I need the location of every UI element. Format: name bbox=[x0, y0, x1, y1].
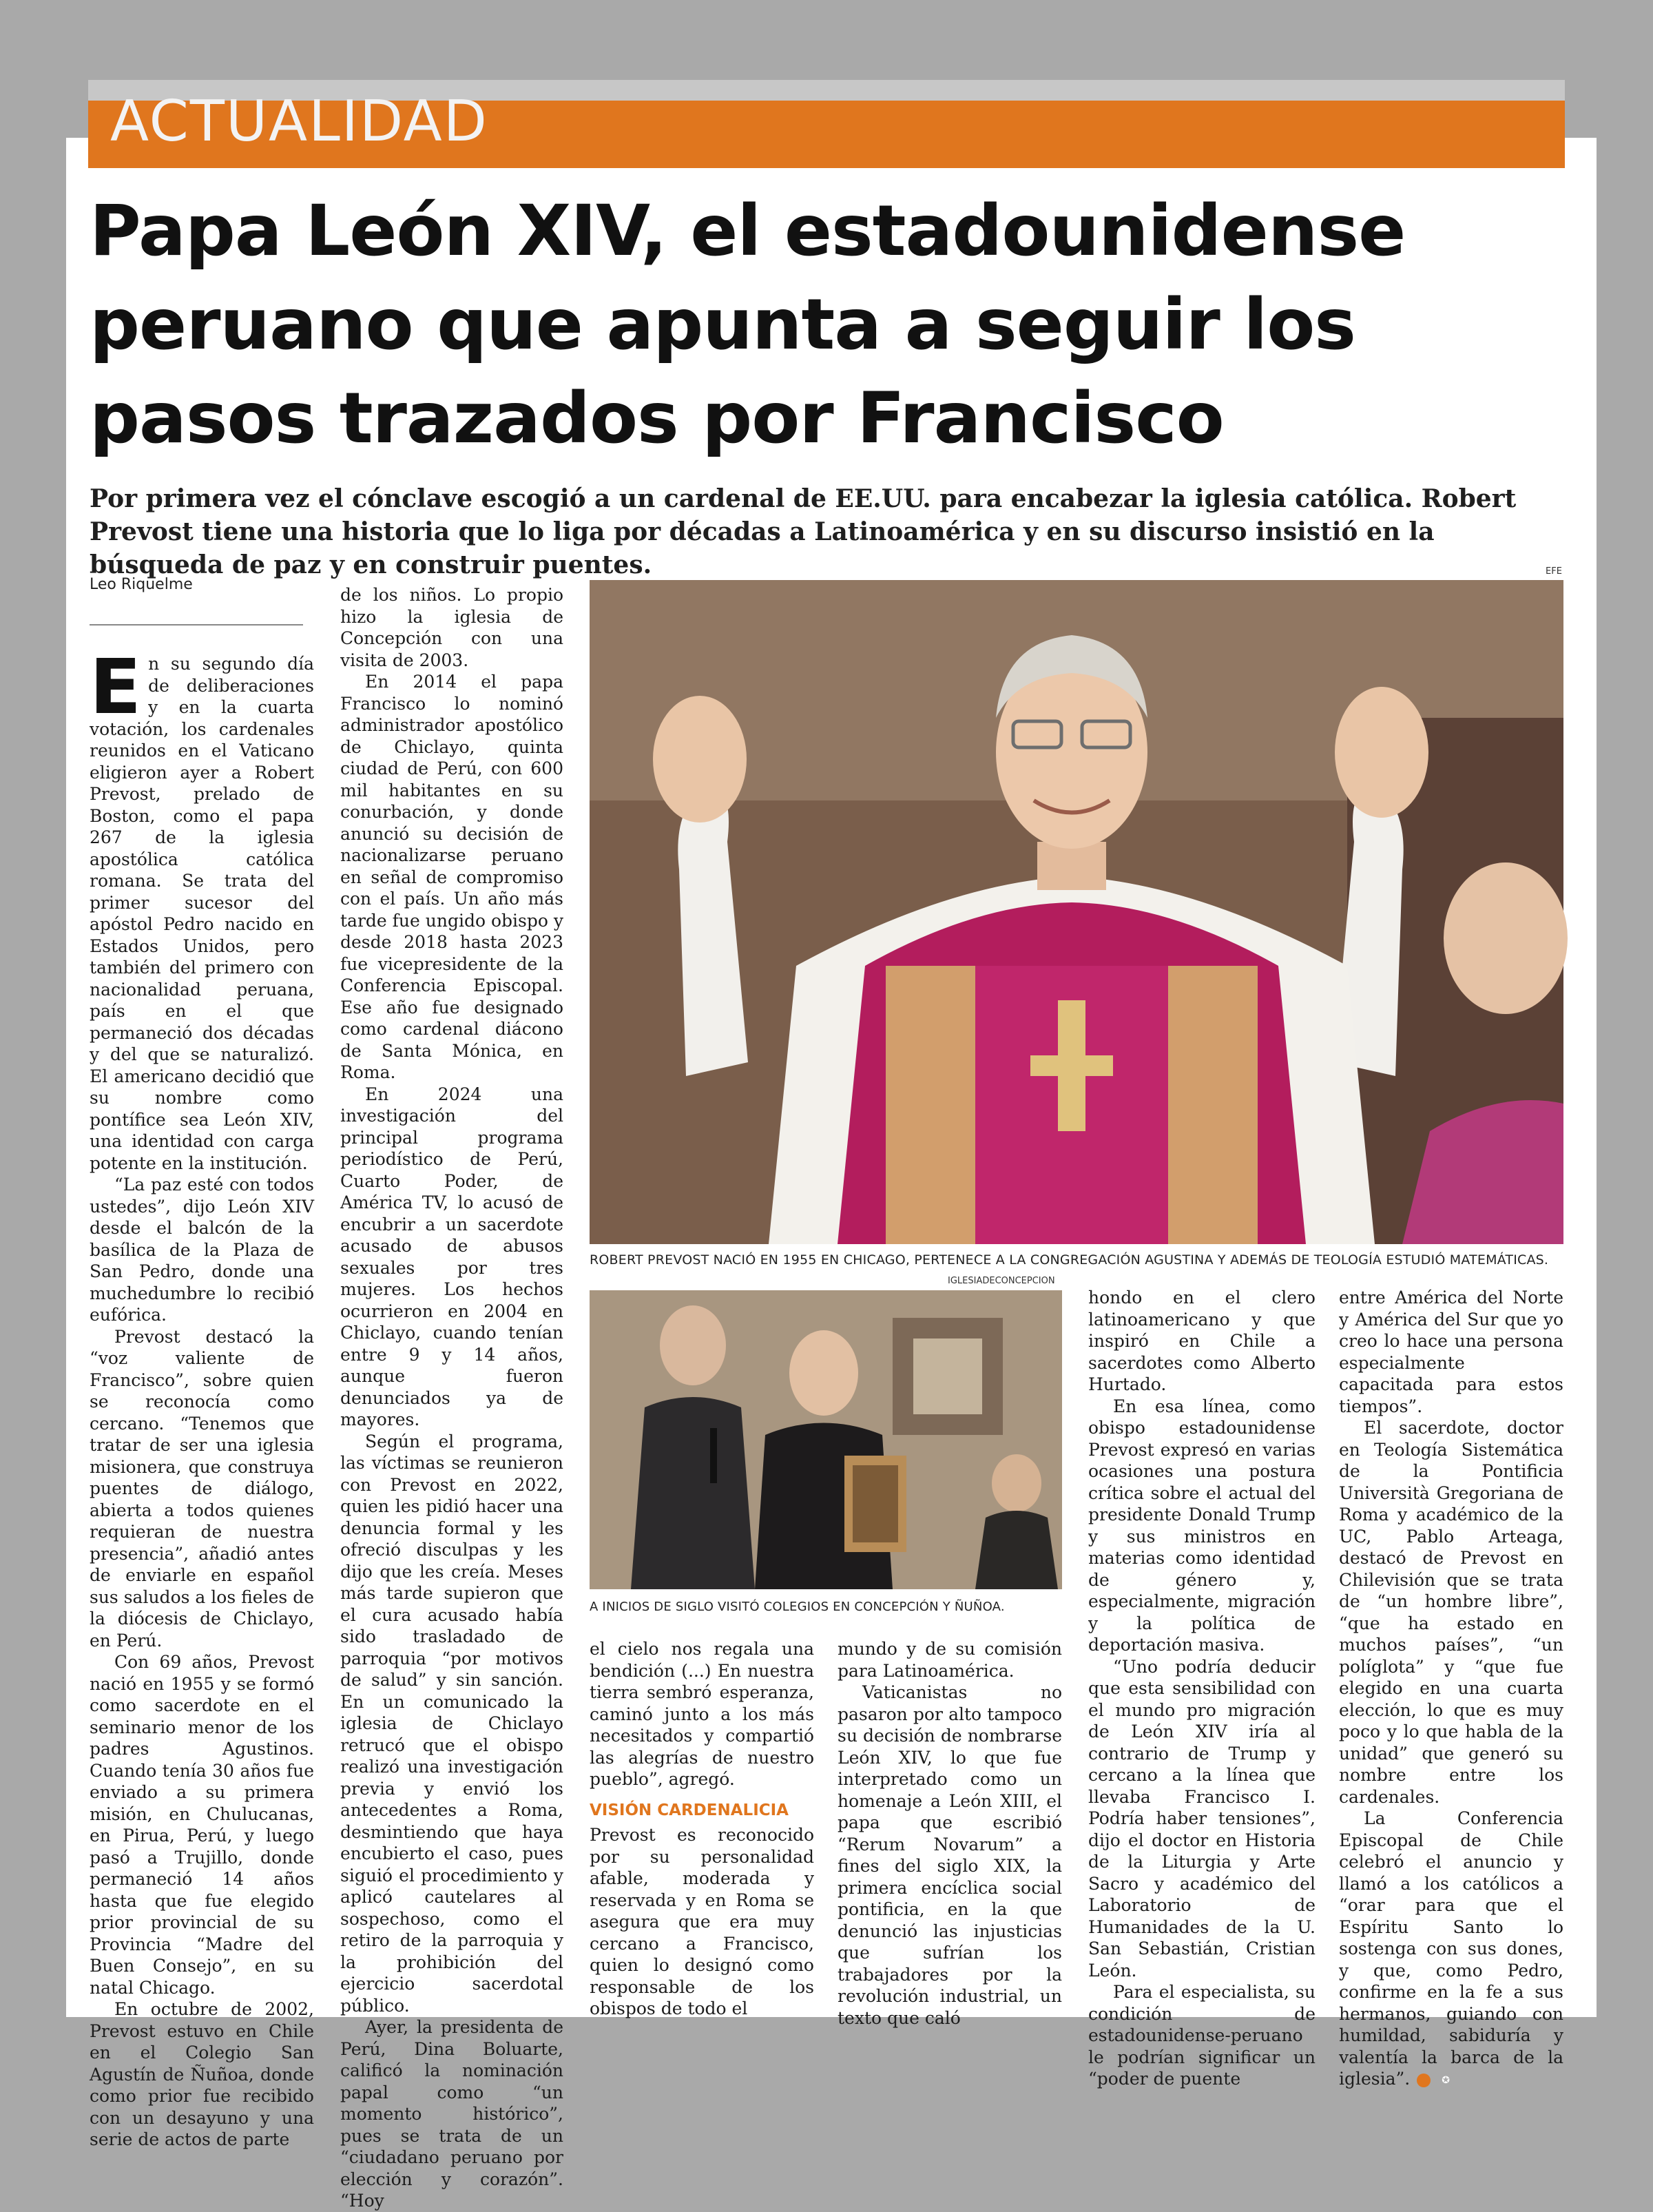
article-column-5 bbox=[1088, 1287, 1316, 2089]
article-paragraph: Ayer, la presidenta de Perú, Dina Boluarte, calificó la nominación papal como “un momento histórico”, pues se trata de un “ciudadano peruano por elección y corazón”. “Hoy bbox=[340, 2017, 563, 2211]
article-paragraph: mundo y de su comisión para Latinoamérica. bbox=[838, 1639, 1062, 1681]
article-paragraph bbox=[1339, 1808, 1563, 2090]
article-paragraph: En esa línea, como obispo estadounidense Prevost expresó en varias ocasiones una postura crítica sobre el actual del presidente Donald Trump y sus ministros en materias como identidad de género y, especialmente, migración y la política de deportación masiva. bbox=[1088, 1396, 1316, 1655]
lead-text: n su segundo día de deliberaciones y en la cuarta votación, los cardenales reunidos en el Vaticano eligieron ayer a Robert Prevost, prelado de Boston, como el papa 267 de la iglesia apostólica católica romana. Se trata del primer sucesor del apóstol Pedro nacido en Estados Unidos, pero también del primero con nacionalidad peruana, país en el que permaneció dos décadas y del que se naturalizó. El americano decidió que su nombre como pontífice sea León XIV, una identidad con carga potente en la institución. bbox=[90, 654, 314, 1173]
article-paragraph: Con 69 años, Prevost nació en 1955 y se formó como sacerdote en el seminario menor de los padres Agustinos. Cuando tenía 30 años fue enviado a su primera misión, en Chulucanas, en Pirua, Perú, y luego pasó a Trujillo, donde permaneció 14 años hasta que fue elegido prior provincial de su Provincia “Madre del Buen Consejo”, en su natal Chicago. bbox=[90, 1652, 314, 1998]
byline: Leo Riquelme bbox=[90, 576, 193, 593]
article-column-2 bbox=[340, 584, 563, 2211]
article-paragraph: En 2024 una investigación del principal programa periodístico de Perú, Cuarto Poder, de América TV, lo acusó de encubrir a un sacerdote acusado de abusos sexuales por tres mujeres. Los hechos ocurrieron en 2004 en Chiclayo, cuando tenían entre 9 y 14 años, aunque fueron denunciados ya de mayores. bbox=[340, 1084, 563, 1429]
small-photo-school-visit bbox=[590, 1290, 1062, 1589]
closing-text: La Conferencia Episcopal de Chile celebró el anuncio y llamó a los católicos a “orar para que el Espíritu Santo lo sostenga con sus dones, y que, como Pedro, confirme en la fe a sus hermanos, guiando con humildad, sabiduría y valentía la barca de la iglesia”. bbox=[1339, 1808, 1563, 2089]
small-photo-caption: A INICIOS DE SIGLO VISITÓ COLEGIOS EN CONCEPCIÓN Y ÑUÑOA. bbox=[590, 1600, 1005, 1614]
article-paragraph: Prevost es reconocido por su personalidad afable, moderada y reservada y en Roma se asegura que era muy cercano a Francisco, quien lo designó como responsable de los obispos de todo el bbox=[590, 1825, 814, 2018]
article-paragraph: El sacerdote, doctor en Teología Sistemática de la Pontificia Università Gregoriana de Roma y académico de la UC, Pablo Arteaga, destacó de Prevost en Chilevisión que se trata de “un hombre libre”, “que ha estado en muchos países”, “un políglota” y “que fue elegido en una cuarta elección, lo que es muy poco y lo que habla de la unidad” que generó su nombre entre los cardenales. bbox=[1339, 1418, 1563, 1807]
article-paragraph: Para el especialista, su condición de estadounidense-peruano le podrían significar un “poder de puente bbox=[1088, 1982, 1316, 2089]
article-column-1 bbox=[90, 643, 314, 2149]
byline-rule bbox=[90, 624, 303, 626]
drop-cap: E bbox=[90, 643, 142, 731]
school-visit-illustration bbox=[590, 1290, 1062, 1589]
article-paragraph: “La paz esté con todos ustedes”, dijo León XIV desde el balcón de la basílica de la Plaza de San Pedro, donde una muchedumbre lo recibió eufórica. bbox=[90, 1175, 314, 1325]
dek-summary: Por primera vez el cónclave escogió a un cardenal de EE.UU. para encabezar la iglesia católica. Robert Prevost tiene una historia que lo liga por décadas a Latinoamérica y en su discurso insistió en la búsqueda de paz y en construir puentes. bbox=[90, 484, 1517, 579]
article-paragraph: entre América del Norte y América del Sur que yo creo lo hace una persona especialmente capacitada para estos tiempos”. bbox=[1339, 1288, 1563, 1416]
article-paragraph: En octubre de 2002, Prevost estuvo en Chile en el Colegio San Agustín de Ñuñoa, donde como prior fue recibido con un desayuno y una serie de actos de parte bbox=[90, 1999, 314, 2149]
main-photo-pope-balcony bbox=[590, 580, 1563, 1244]
end-of-article-icon: ✪ bbox=[1417, 2074, 1431, 2087]
article-column-4 bbox=[838, 1638, 1062, 2028]
article-column-6 bbox=[1339, 1287, 1563, 2089]
section-header-bar bbox=[88, 80, 1565, 168]
article-paragraph: Prevost destacó la “voz valiente de Francisco”, sobre quien se reconocía como cercano. “Tenemos que tratar de ser una iglesia misionera, que construya puentes de diálogo, abierta a todos quienes requieran de nuestra presencia”, añadió antes de enviarle en español sus saludos a los fieles de la diócesis de Chiclayo, en Perú. bbox=[90, 1326, 314, 1651]
article-paragraph: Según el programa, las víctimas se reunieron con Prevost en 2022, quien les pidió hacer una denuncia formal y les ofreció disculpas y les dijo que les creía. Meses más tarde supieron que el cura acusado había sido trasladado de parroquia “por motivos de salud” y sin sanción. En un comunicado la iglesia de Chiclayo retrucó que el obispo realizó una investigación previa y envió los antecedentes a Roma, desmintiendo que haya encubierto el caso, pues siguió el procedimiento y aplicó cautelares al sospechoso, como el retiro de la parroquia y la prohibición del ejercicio sacerdotal público. bbox=[340, 1431, 563, 2016]
article-paragraph: “Uno podría deducir que esta sensibilidad con el mundo pro migración de León XIV iría al contrario de Trump y cercano a la línea que llevaba Francisco I. Podría haber tensiones”, dijo el doctor en Historia de la Liturgia y Arte Sacro y académico del Laboratorio de Humanidades de la U. San Sebastián, Cristian León. bbox=[1088, 1656, 1316, 1981]
small-photo-credit: IGLESIADECONCEPCION bbox=[948, 1276, 1055, 1286]
main-photo-caption: ROBERT PREVOST NACIÓ EN 1955 EN CHICAGO, PERTENECE A LA CONGREGACIÓN AGUSTINA Y ADEMÁS DE TEOLOGÍA ESTUDIÓ MATEMÁTICAS. bbox=[590, 1252, 1549, 1268]
article-paragraph: hondo en el clero latinoamericano y que inspiró en Chile a sacerdotes como Alberto Hurtado. bbox=[1088, 1288, 1316, 1394]
article-paragraph: En 2014 el papa Francisco lo nominó administrador apostólico de Chiclayo, quinta ciudad de Perú, con 600 mil habitantes en su conurbación, y donde anunció su decisión de nacionalizarse peruano en señal de compromiso con el país. Un año más tarde fue ungido obispo y desde 2018 hasta 2023 fue vicepresidente de la Conferencia Episcopal. Ese año fue designado como cardenal diácono de Santa Mónica, en Roma. bbox=[340, 672, 563, 1082]
pope-illustration bbox=[590, 580, 1563, 1244]
article-paragraph: el cielo nos regala una bendición (...) En nuestra tierra sembró esperanza, caminó junto a los más necesitados y compartió las alegrías de nuestro pueblo”, agregó. bbox=[590, 1639, 814, 1789]
main-photo-credit: EFE bbox=[1546, 566, 1562, 577]
headline: Papa León XIV, el estadounidense peruano que apunta a seguir los pasos trazados por Francisco bbox=[90, 190, 1406, 459]
article-column-3 bbox=[590, 1638, 814, 2018]
article-paragraph: Vaticanistas no pasaron por alto tampoco su decisión de nombrarse León XIV, lo que fue interpretado como un homenaje a León XIII, el papa que escribió “Rerum Novarum” a fines del siglo XIX, la primera encíclica social pontificia, en la que denunció las injusticias que sufrían los trabajadores por la revolución industrial, un texto que caló bbox=[838, 1682, 1062, 2028]
section-label: ACTUALIDAD bbox=[110, 89, 488, 154]
section-subhead: VISIÓN CARDENALICIA bbox=[590, 1801, 789, 1819]
article-paragraph: de los niños. Lo propio hizo la iglesia de Concepción con una visita de 2003. bbox=[340, 585, 563, 670]
article-paragraph bbox=[90, 643, 314, 1174]
